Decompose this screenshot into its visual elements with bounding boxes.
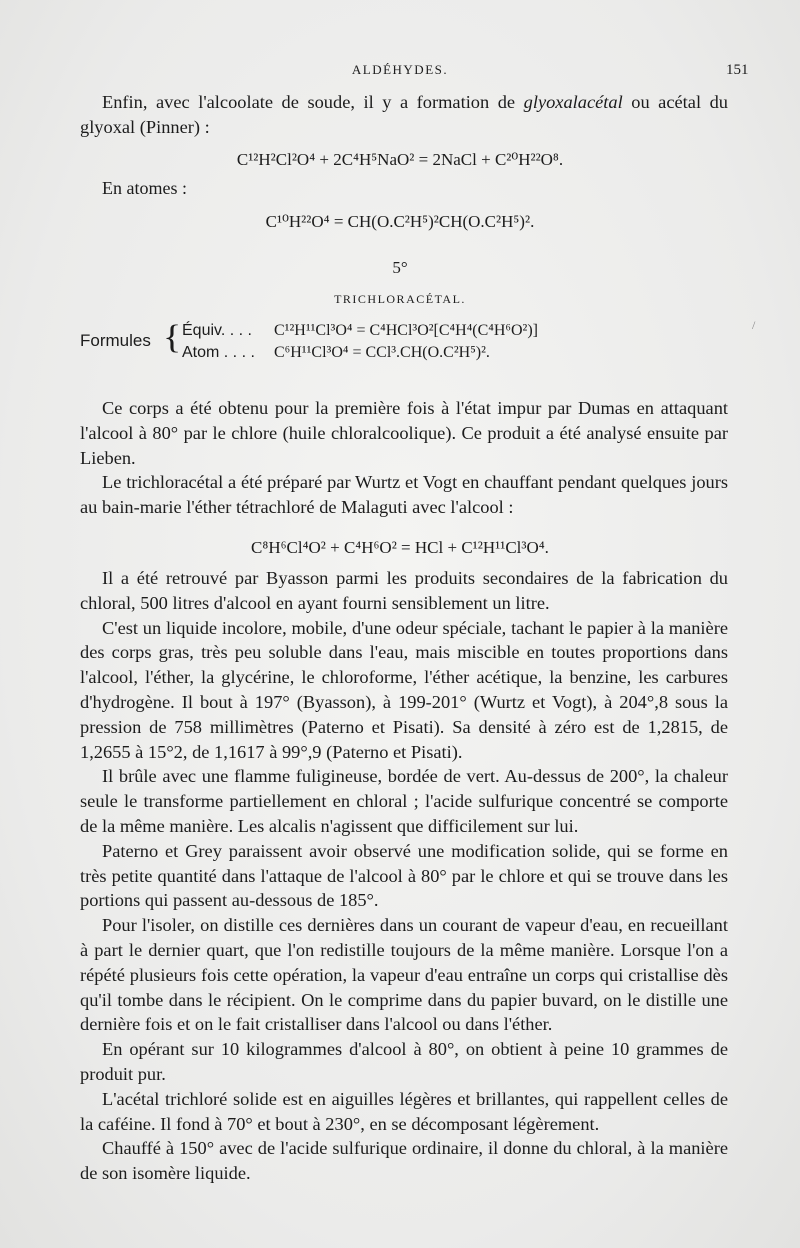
intro-paragraph-block — [80, 90, 728, 140]
formula-key: Équiv. . . . — [182, 322, 252, 339]
text-block-2 — [80, 566, 728, 1186]
equation-atoms: C¹⁰H²²O⁴ = CH(O.C²H⁵)²CH(O.C²H⁵)². — [265, 212, 535, 231]
formula-key: Atom . . . . — [182, 344, 255, 361]
section-number: 5° — [392, 258, 408, 277]
page-number: 151 — [726, 62, 749, 78]
formula-row-atom — [182, 344, 490, 362]
paragraph-dumas: Ce corps a été obtenu pour la première fois à l'état impur par Dumas en attaquant l'alcool à 80° par le chlore (huile chloralcoolique). Ce produit a été analysé ensuite par Lieben. — [80, 398, 728, 468]
paragraph-byasson: Il a été retrouvé par Byasson parmi les produits secondaires de la fabrication du chloral, 500 litres d'alcool en ayant fourni sensiblement un litre. — [80, 568, 728, 613]
margin-mark: / — [752, 318, 756, 332]
paragraph-isolation: Pour l'isoler, on distille ces dernières dans un courant de vapeur d'eau, en recueillant à part le dernier quart, que l'on redistille toujours de la même manière. Lorsque l'on a répété plusieurs fois cette opération, la vapeur d'eau entraîne un corps qui cristallise dès qu'il tombe dans le récipient. On le comprime dans du papier buvard, on le distille une dernière fois et on le fait cristalliser dans l'alcool ou dans l'éther. — [80, 915, 728, 1035]
glyoxalacetal-term: glyoxalacétal — [523, 92, 623, 112]
section-title: TRICHLORACÉTAL. — [334, 292, 466, 306]
paragraph-yield: En opérant sur 10 kilogrammes d'alcool à 80°, on obtient à peine 10 grammes de produit pur. — [80, 1039, 728, 1084]
formula-row-equiv — [182, 322, 538, 340]
intro-text-after: ou acétal du glyoxal (Pinner) : — [80, 92, 728, 137]
brace-glyph: { — [163, 318, 182, 356]
paragraph-combustion: Il brûle avec une flamme fuligineuse, bordée de vert. Au-dessus de 200°, la chaleur seule le transforme partiellement en chloral ; l'acide sulfurique concentré se comporte de la même manière. Les alcalis n'agissent que difficilement sur lui. — [80, 766, 728, 836]
paragraph-solid-acetal: L'acétal trichloré solide est en aiguilles légères et brillantes, qui rappellent celles de la caféine. Il fond à 70° et bout à 230°, en se décomposant légèrement. — [80, 1088, 728, 1134]
paragraph-solid-modification: Paterno et Grey paraissent avoir observé une modification solide, qui se forme en très petite quantité dans l'attaque de l'alcool à 80° par le chlore et qui se trouve dans les portions qui passent au-dessous de 185°. — [80, 840, 728, 911]
formula-value: C¹²H¹¹Cl³O⁴ = C⁴HCl³O²[C⁴H⁴(C⁴H⁶O²)] — [274, 322, 538, 339]
intro-text-before: Enfin, avec l'alcoolate de soude, il y a formation de — [102, 92, 524, 112]
equation-preparation: C⁸H⁶Cl⁴O² + C⁴H⁶O² = HCl + C¹²H¹¹Cl³O⁴. — [251, 538, 549, 557]
formula-value: C⁶H¹¹Cl³O⁴ = CCl³.CH(O.C²H⁵)². — [274, 344, 490, 361]
formulas-block — [80, 314, 740, 370]
equation-equivalents: C¹²H²Cl²O⁴ + 2C⁴H⁵NaO² = 2NaCl + C²⁰H²²O⁸. — [236, 150, 564, 169]
paragraph-properties: C'est un liquide incolore, mobile, d'une odeur spéciale, tachant le papier à la manière des corps gras, très peu soluble dans l'eau, mais miscible en toutes proportions dans l'alcool, l'éther, la glycérine, le chloroforme, l'éther acétique, la benzine, les carbures d'hydrogène. Il bout à 197° (Byasson), à 199-201° (Wurtz et Vogt), à 204°,8 sous la pression de 758 millimètres (Paterno et Pisati). Sa densité à zéro est de 1,2815, de 1,2655 à 15°2, de 1,1617 à 99°,9 (Paterno et Pisati). — [80, 617, 728, 762]
text-block-1 — [80, 396, 728, 520]
running-header: ALDÉHYDES. — [351, 62, 449, 77]
intro-paragraph — [80, 90, 728, 140]
formulas-label: Formules — [80, 331, 151, 350]
paragraph-wurtz-vogt: Le trichloracétal a été préparé par Wurtz et Vogt en chauffant pendant quelques jours au bain-marie l'éther tétrachloré de Malaguti avec l'alcool : — [80, 472, 728, 518]
atoms-label: En atomes : — [102, 178, 187, 198]
paragraph-sulfuric: Chauffé à 150° avec de l'acide sulfurique ordinaire, il donne du chloral, à la manière de son isomère liquide. — [80, 1138, 728, 1184]
